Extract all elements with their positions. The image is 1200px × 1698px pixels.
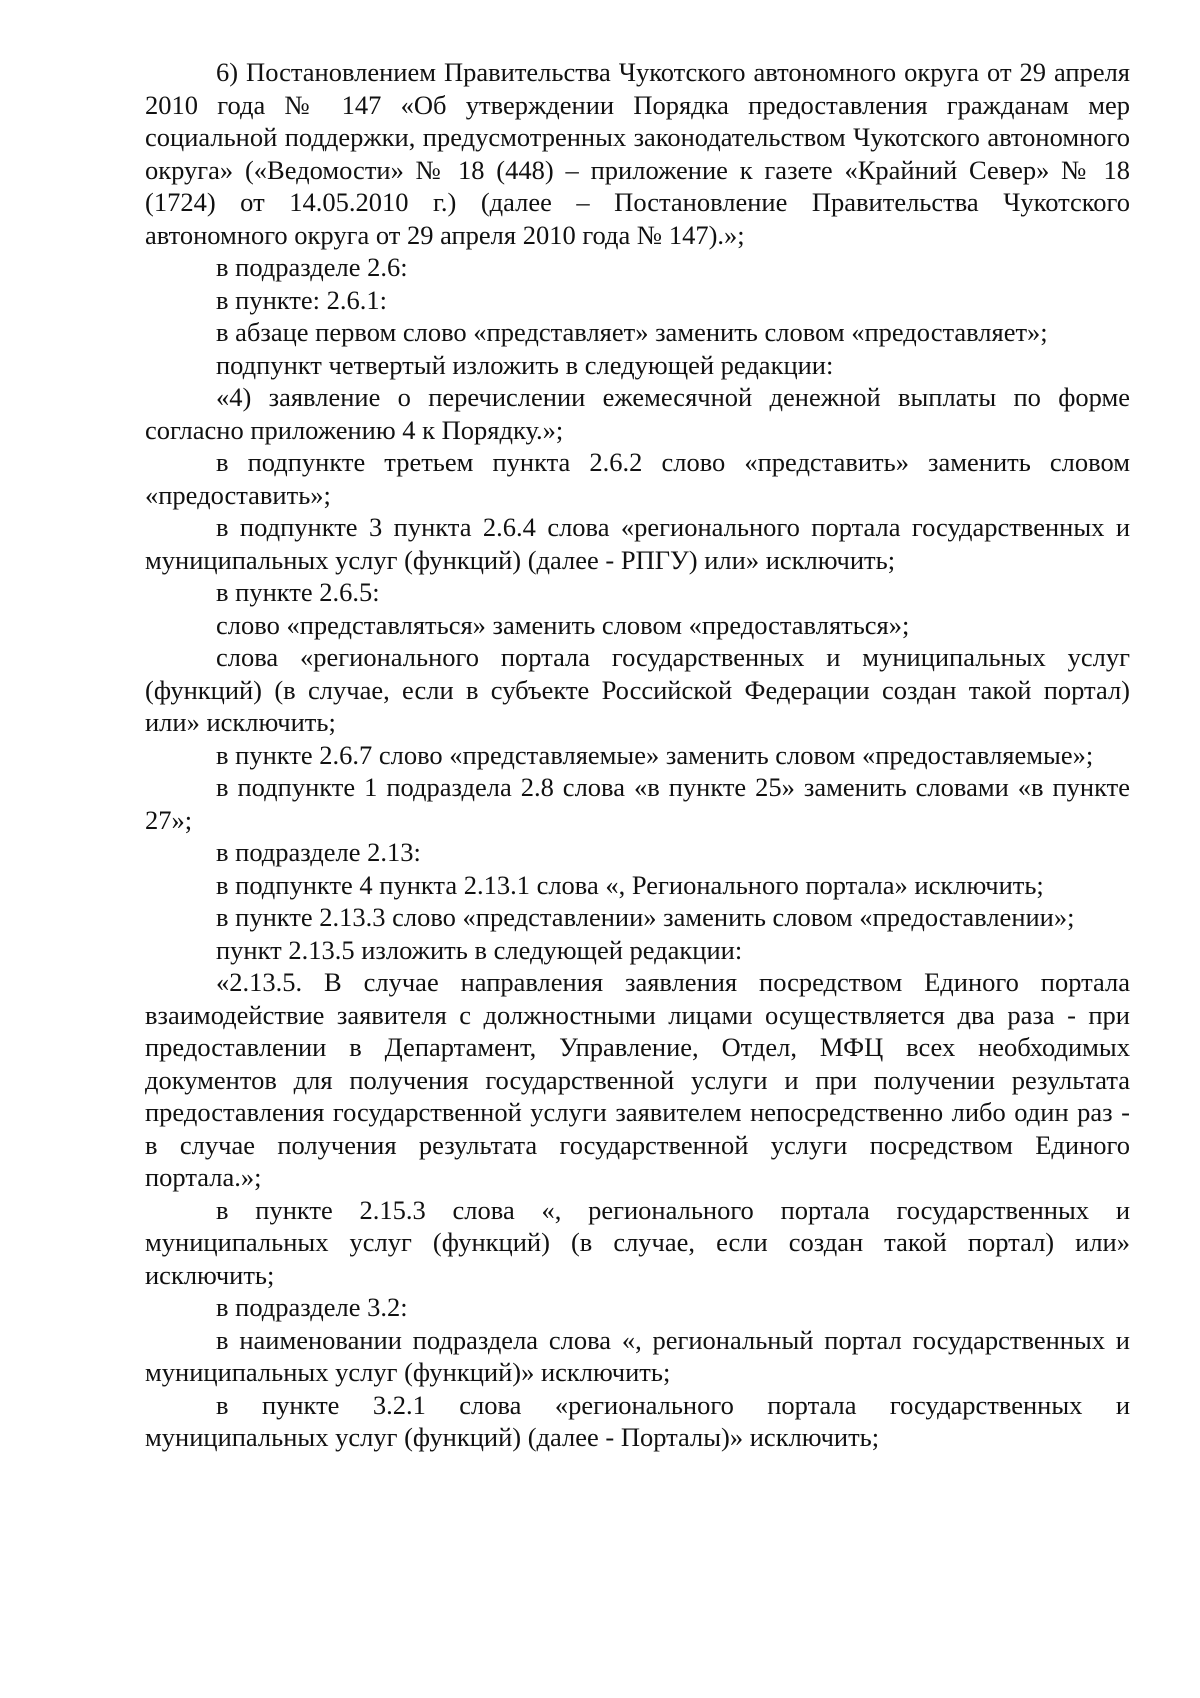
document-page (145, 56, 1130, 1454)
paragraph-subsection-2-13: в подразделе 2.13: (216, 837, 421, 867)
paragraph-subitem-four: подпункт четвертый изложить в следующей редакции: (216, 349, 834, 380)
paragraph-item-2-13-3: в пункте 2.13.3 слово «представлении» заменить словом «предоставлении»; (216, 902, 1075, 932)
paragraph-subsection-3-2: в подразделе 3.2: (216, 1292, 408, 1322)
paragraph-item-2-6-2: в подпункте третьем пункта 2.6.2 слово «представить» заменить словом «предоставить»; (145, 447, 1130, 510)
paragraph-item-2-13-5: пункт 2.13.5 изложить в следующей редакции: (216, 934, 743, 965)
paragraph-postanovlenie-147: 6) Постановлением Правительства Чукотского автономного округа от 29 апреля 2010 года № 147 «Об утверждении Порядка предоставления гражданам мер социальной поддержки, предусмотренных законодательством Чукотского автономного округа» («Ведомости» № 18 (448) – приложение к газете «Крайний Север» № 18 (1724) от 14.05.2010 г.) (далее – Постановление Правительства Чукотского автономного округа от 29 апреля 2010 года № 147).»; (145, 57, 1130, 250)
paragraph-item-2-6-1: в пункте: 2.6.1: (216, 284, 387, 315)
paragraph-subsection-title: в наименовании подраздела слова «, региональный портал государственных и муниципальных услуг (функций)» исключить; (145, 1324, 1130, 1387)
paragraph-application-form: «4) заявление о перечислении ежемесячной денежной выплаты по форме согласно приложению 4 к Порядку.»; (145, 382, 1130, 445)
paragraph-subsection-2-6: в подразделе 2.6: (216, 252, 408, 282)
paragraph-word-replace: слово «представляться» заменить словом «предоставляться»; (216, 609, 910, 640)
paragraph-item-2-13-5-text: «2.13.5. В случае направления заявления посредством Единого портала взаимодействие заявителя с должностными лицами осуществляется два раза - при предоставлении в Департамент, Управление, Отдел, МФЦ всех необходимых документов для получения государственной услуги и при получении результата предоставления государственной услуги заявителем непосредственно либо один раз - в случае получения результата государственной услуги посредством Единого портала.»; (145, 967, 1130, 1192)
paragraph-item-2-15-3: в пункте 2.15.3 слова «, регионального портала государственных и муниципальных услуг (функций) (в случае, если создан такой портал) или» исключить; (145, 1194, 1130, 1290)
paragraph-item-2-13-1: в подпункте 4 пункта 2.13.1 слова «, Регионального портала» исключить; (216, 869, 1044, 900)
paragraph-item-3-2-1: в пункте 3.2.1 слова «регионального портала государственных и муниципальных услуг (функций) (далее - Порталы)» исключить; (145, 1389, 1130, 1452)
paragraph-item-2-6-7: в пункте 2.6.7 слово «представляемые» заменить словом «предоставляемые»; (216, 739, 1094, 770)
paragraph-subsection-2-8: в подпункте 1 подраздела 2.8 слова «в пункте 25» заменить словами «в пункте 27»; (145, 772, 1130, 835)
paragraph-portal-exclude: слова «регионального портала государственных и муниципальных услуг (функций) (в случае, если в субъекте Российской Федерации создан такой портал) или» исключить; (145, 642, 1130, 737)
paragraph-item-2-6-4: в подпункте 3 пункта 2.6.4 слова «регионального портала государственных и муниципальных услуг (функций) (далее - РПГУ) или» исключить; (145, 512, 1130, 575)
paragraph-item-2-6-5: в пункте 2.6.5: (216, 577, 380, 607)
paragraph-first-abzac: в абзаце первом слово «представляет» заменить словом «предоставляет»; (216, 317, 1048, 347)
